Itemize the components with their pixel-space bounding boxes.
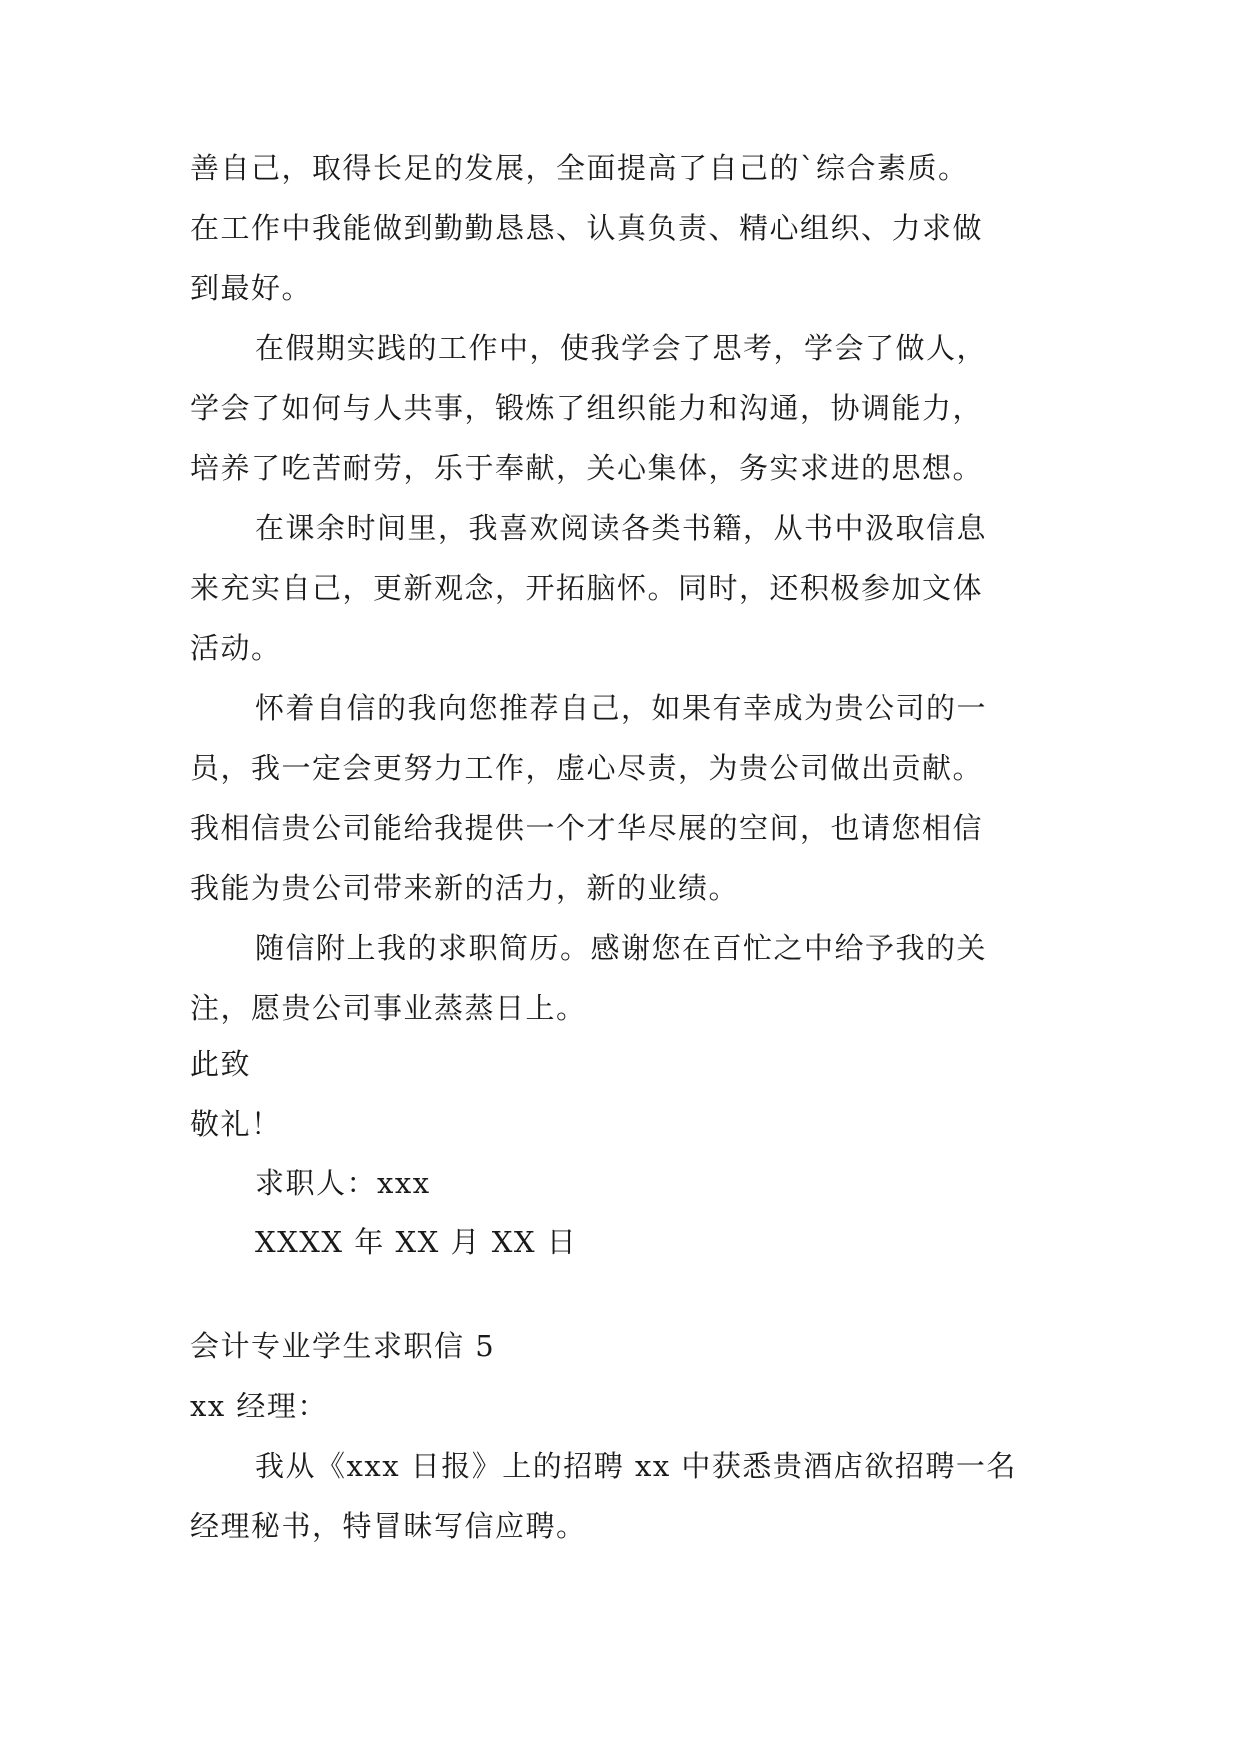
body-line: 我相信贵公司能给我提供一个才华尽展的空间，也请您相信	[190, 811, 984, 845]
section-heading: 会计专业学生求职信 5	[190, 1329, 496, 1363]
recipient-line: xx 经理：	[190, 1389, 328, 1423]
body-line: 善自己，取得长足的发展，全面提高了自己的`综合素质。	[190, 151, 969, 185]
body-line: 经理秘书，特冒昧写信应聘。	[190, 1509, 587, 1543]
closing-line: 此致	[190, 1047, 252, 1081]
signature-date: XXXX 年 XX 月 XX 日	[255, 1225, 578, 1259]
body-line: 培养了吃苦耐劳，乐于奉献，关心集体，务实求进的思想。	[190, 451, 984, 485]
paragraph-start-line: 随信附上我的求职简历。感谢您在百忙之中给予我的关	[255, 931, 988, 965]
body-line: 学会了如何与人共事，锻炼了组织能力和沟通，协调能力，	[190, 391, 984, 425]
body-line: 员，我一定会更努力工作，虚心尽责，为贵公司做出贡献。	[190, 751, 984, 785]
body-line: 来充实自己，更新观念，开拓脑怀。同时，还积极参加文体	[190, 571, 984, 605]
body-line: 注，愿贵公司事业蒸蒸日上。	[190, 991, 587, 1025]
paragraph-start-line: 怀着自信的我向您推荐自己，如果有幸成为贵公司的一	[255, 691, 988, 725]
paragraph-start-line: 在假期实践的工作中，使我学会了思考，学会了做人，	[255, 331, 988, 365]
paragraph-start-line: 在课余时间里，我喜欢阅读各类书籍，从书中汲取信息	[255, 511, 988, 545]
body-line: 到最好。	[190, 271, 313, 305]
body-line: 在工作中我能做到勤勤恳恳、认真负责、精心组织、力求做	[190, 211, 984, 245]
signature-name: 求职人：xxx	[255, 1166, 431, 1200]
paragraph-start-line: 我从《xxx 日报》上的招聘 xx 中获悉贵酒店欲招聘一名	[255, 1449, 1017, 1483]
body-line: 我能为贵公司带来新的活力，新的业绩。	[190, 871, 740, 905]
salutation-line: 敬礼！	[190, 1107, 282, 1141]
body-line: 活动。	[190, 631, 282, 665]
